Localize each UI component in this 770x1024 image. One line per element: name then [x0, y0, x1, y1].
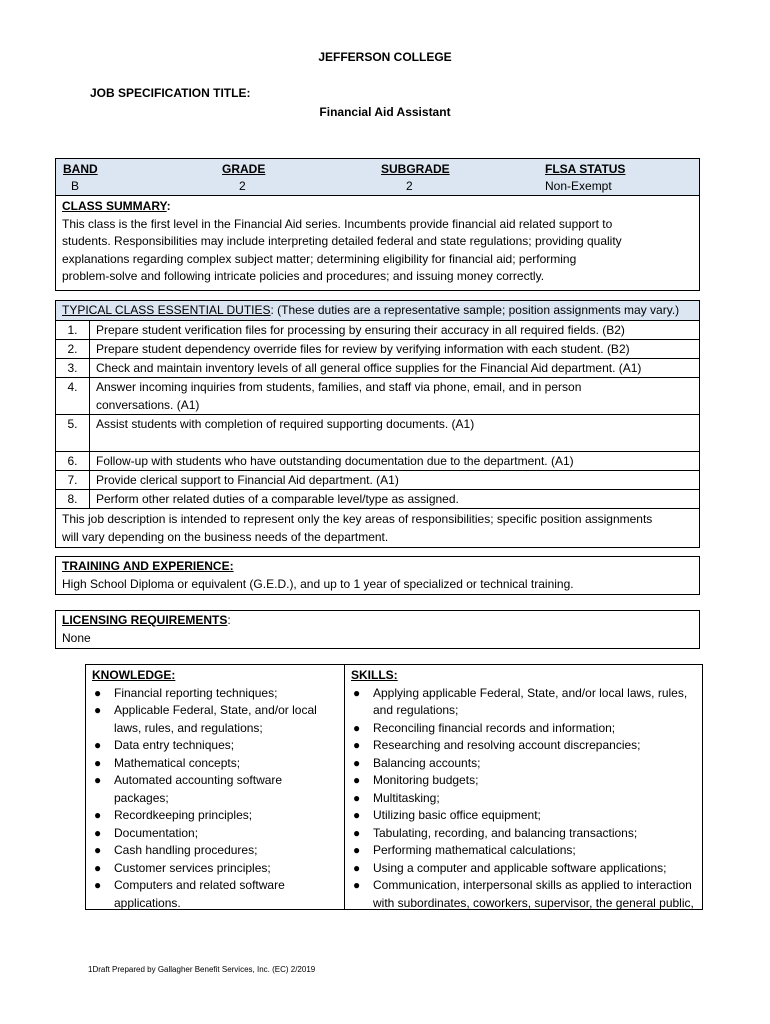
- knowledge-item: [92, 807, 338, 825]
- duty-row: [56, 415, 699, 452]
- duty-text: Follow-up with students who have outstanding documentation due to the department. (A1): [96, 454, 574, 468]
- knowledge-item: [92, 860, 338, 878]
- duty-text: Prepare student dependency override files for review by verifying information with each student. (B2): [96, 342, 630, 356]
- duty-row: [56, 378, 699, 415]
- bullet-icon: ●: [94, 685, 102, 700]
- skill-item-line: Reconciling financial records and information;: [373, 720, 616, 735]
- training-text: High School Diploma or equivalent (G.E.D.), and up to 1 year of specialized or technical training.: [62, 576, 574, 591]
- knowledge-item-line: Computers and related software: [114, 878, 285, 892]
- class-summary-label: CLASS SUMMARY: [62, 199, 167, 213]
- skill-item-line: Performing mathematical calculations;: [373, 843, 576, 857]
- band-label: BAND: [63, 162, 98, 176]
- skill-item: [351, 720, 696, 738]
- duty-text: [90, 378, 699, 414]
- bullet-icon: ●: [353, 825, 361, 840]
- duty-row: [56, 471, 699, 490]
- skill-item: [351, 790, 696, 808]
- skill-item: [351, 842, 696, 860]
- duty-text-line: conversations. (A1): [96, 398, 200, 412]
- bullet-icon: ●: [353, 790, 361, 805]
- knowledge-item: [92, 877, 338, 912]
- bullet-icon: ●: [353, 738, 361, 752]
- bullet-icon: ●: [94, 808, 102, 822]
- knowledge-item: [92, 772, 338, 807]
- knowledge-column: [86, 665, 345, 909]
- knowledge-item-line: Applicable Federal, State, and/or local: [114, 703, 317, 717]
- duty-row: [56, 359, 699, 378]
- band-value: B: [71, 179, 80, 193]
- duties-footer-line: This job description is intended to represent only the key areas of responsibilities; specific position assignments: [62, 512, 653, 526]
- knowledge-item-line: Financial reporting techniques;: [114, 685, 278, 700]
- class-summary-line: students. Responsibilities may include interpreting detailed federal and state regulations; providing quality: [62, 234, 622, 248]
- bullet-icon: ●: [94, 860, 102, 875]
- duty-row: [56, 321, 699, 340]
- bullet-icon: ●: [353, 720, 361, 735]
- training-label: TRAINING AND EXPERIENCE:: [62, 559, 234, 573]
- knowledge-list: [92, 685, 338, 913]
- bullet-icon: ●: [353, 773, 361, 787]
- duty-text: Assist students with completion of required supporting documents. (A1): [96, 417, 475, 431]
- skill-item: [351, 877, 696, 912]
- duty-text: Prepare student verification files for processing by ensuring their accuracy in all required fields. (B2): [96, 323, 625, 337]
- skill-item: [351, 737, 696, 755]
- skill-item-line: Utilizing basic office equipment;: [373, 808, 541, 822]
- job-title: Financial Aid Assistant: [319, 105, 451, 119]
- duty-number: 6.: [56, 452, 90, 470]
- bullet-icon: ●: [94, 755, 102, 770]
- college-name: JEFFERSON COLLEGE: [318, 50, 452, 64]
- duty-text-line: Answer incoming inquiries from students, families, and staff via phone, email, and in person: [96, 380, 582, 394]
- skill-item: [351, 807, 696, 825]
- knowledge-item: [92, 737, 338, 755]
- skills-list: [351, 685, 696, 913]
- duty-number: 8.: [56, 490, 90, 508]
- subgrade-value: 2: [406, 179, 413, 193]
- knowledge-item: [92, 825, 338, 843]
- duties-header: [56, 301, 699, 321]
- skill-item: [351, 755, 696, 773]
- bullet-icon: ●: [94, 843, 102, 857]
- duty-number: 3.: [56, 359, 90, 377]
- flsa-label: FLSA STATUS: [545, 162, 626, 176]
- duty-number: 1.: [56, 321, 90, 339]
- skill-item-line: Multitasking;: [373, 790, 440, 805]
- knowledge-label: KNOWLEDGE:: [92, 668, 176, 682]
- duties-label: TYPICAL CLASS ESSENTIAL DUTIES: [62, 303, 271, 317]
- flsa-value: Non-Exempt: [545, 179, 612, 193]
- duty-number: 2.: [56, 340, 90, 358]
- class-summary: CLASS SUMMARY: This class is the first level in the Financial Aid series. Incumbents provide financial aid related support to students. Responsibilities may include interpreting detailed federal and state regulations; providing quality explanations regarding complex subject matter; determining eligibility for financial aid; performing problem-solve and following intricate policies and procedures; and issuing money correctly.: [56, 196, 699, 290]
- duty-number: 5.: [56, 415, 90, 451]
- skill-item: [351, 860, 696, 878]
- class-summary-line: explanations regarding complex subject matter; determining eligibility for financial aid; performing: [62, 251, 577, 266]
- knowledge-item: [92, 755, 338, 773]
- skill-item: [351, 825, 696, 843]
- skill-item-line: with subordinates, coworkers, supervisor, the general public,: [373, 895, 694, 910]
- skill-item-line: and regulations;: [373, 703, 459, 717]
- licensing-label: LICENSING REQUIREMENTS: [62, 613, 228, 627]
- skill-item-line: Researching and resolving account discrepancies;: [373, 738, 641, 752]
- duty-text: Provide clerical support to Financial Aid department. (A1): [96, 473, 399, 487]
- duty-row: [56, 490, 699, 509]
- knowledge-item-line: Recordkeeping principles;: [114, 808, 253, 822]
- grade-label: GRADE: [222, 162, 266, 176]
- skill-item-line: Applying applicable Federal, State, and/or local laws, rules,: [373, 685, 688, 700]
- knowledge-item-line: Automated accounting software: [114, 773, 283, 787]
- skill-item-line: Balancing accounts;: [373, 755, 481, 770]
- knowledge-item-line: Documentation;: [114, 825, 199, 840]
- training-section: [55, 556, 700, 595]
- skill-item-line: Using a computer and applicable software applications;: [373, 860, 667, 875]
- licensing-colon: :: [227, 613, 231, 627]
- duty-row: [56, 340, 699, 359]
- knowledge-item-line: Mathematical concepts;: [114, 755, 241, 770]
- duty-text: Check and maintain inventory levels of all general office supplies for the Financial Aid department. (A1): [96, 361, 642, 375]
- duty-number: 4.: [56, 378, 90, 414]
- bullet-icon: ●: [94, 738, 102, 752]
- bullet-icon: ●: [94, 703, 102, 717]
- bullet-icon: ●: [353, 808, 361, 822]
- knowledge-item-line: applications.: [114, 895, 181, 910]
- knowledge-skills-table: [85, 664, 703, 910]
- knowledge-item-line: Data entry techniques;: [114, 738, 235, 752]
- knowledge-item: [92, 685, 338, 703]
- bullet-icon: ●: [94, 878, 102, 892]
- skill-item-line: Tabulating, recording, and balancing transactions;: [373, 825, 638, 840]
- skill-item-line: Monitoring budgets;: [373, 773, 479, 787]
- bullet-icon: ●: [353, 755, 361, 770]
- job-title-label: JOB SPECIFICATION TITLE:: [90, 86, 251, 100]
- duties-footer: [56, 509, 699, 547]
- skills-column: [345, 665, 702, 909]
- grade-value: 2: [239, 179, 246, 193]
- knowledge-item: [92, 702, 338, 737]
- duty-row: [56, 452, 699, 471]
- skill-item-line: Communication, interpersonal skills as applied to interaction: [373, 878, 692, 892]
- footer-note: 1Draft Prepared by Gallagher Benefit Services, Inc. (EC) 2/2019: [88, 965, 316, 974]
- bullet-icon: ●: [94, 825, 102, 840]
- class-summary-line: problem-solve and following intricate policies and procedures; and issuing money correctly.: [62, 269, 545, 283]
- duty-number: 7.: [56, 471, 90, 489]
- bullet-icon: ●: [94, 773, 102, 787]
- licensing-section: [55, 610, 700, 649]
- bullet-icon: ●: [353, 860, 361, 875]
- subgrade-label: SUBGRADE: [381, 162, 450, 176]
- licensing-text: None: [62, 630, 91, 645]
- band-header-row: [56, 159, 699, 196]
- band-table: [55, 158, 700, 291]
- knowledge-item: [92, 842, 338, 860]
- skills-label: SKILLS:: [351, 668, 398, 682]
- duties-note: : (These duties are a representative sample; position assignments may vary.): [270, 303, 680, 317]
- duties-footer-line: will vary depending on the business needs of the department.: [62, 530, 389, 544]
- class-summary-line: This class is the first level in the Financial Aid series. Incumbents provide financial aid related support to: [62, 216, 613, 231]
- duties-table: [55, 300, 700, 548]
- bullet-icon: ●: [353, 878, 361, 892]
- knowledge-item-line: Cash handling procedures;: [114, 843, 258, 857]
- skill-item: [351, 685, 696, 720]
- bullet-icon: ●: [353, 843, 361, 857]
- skill-item: [351, 772, 696, 790]
- knowledge-item-line: packages;: [114, 790, 169, 805]
- knowledge-item-line: laws, rules, and regulations;: [114, 720, 263, 735]
- duty-text: Perform other related duties of a comparable level/type as assigned.: [96, 492, 459, 506]
- bullet-icon: ●: [353, 685, 361, 700]
- knowledge-item-line: Customer services principles;: [114, 860, 271, 875]
